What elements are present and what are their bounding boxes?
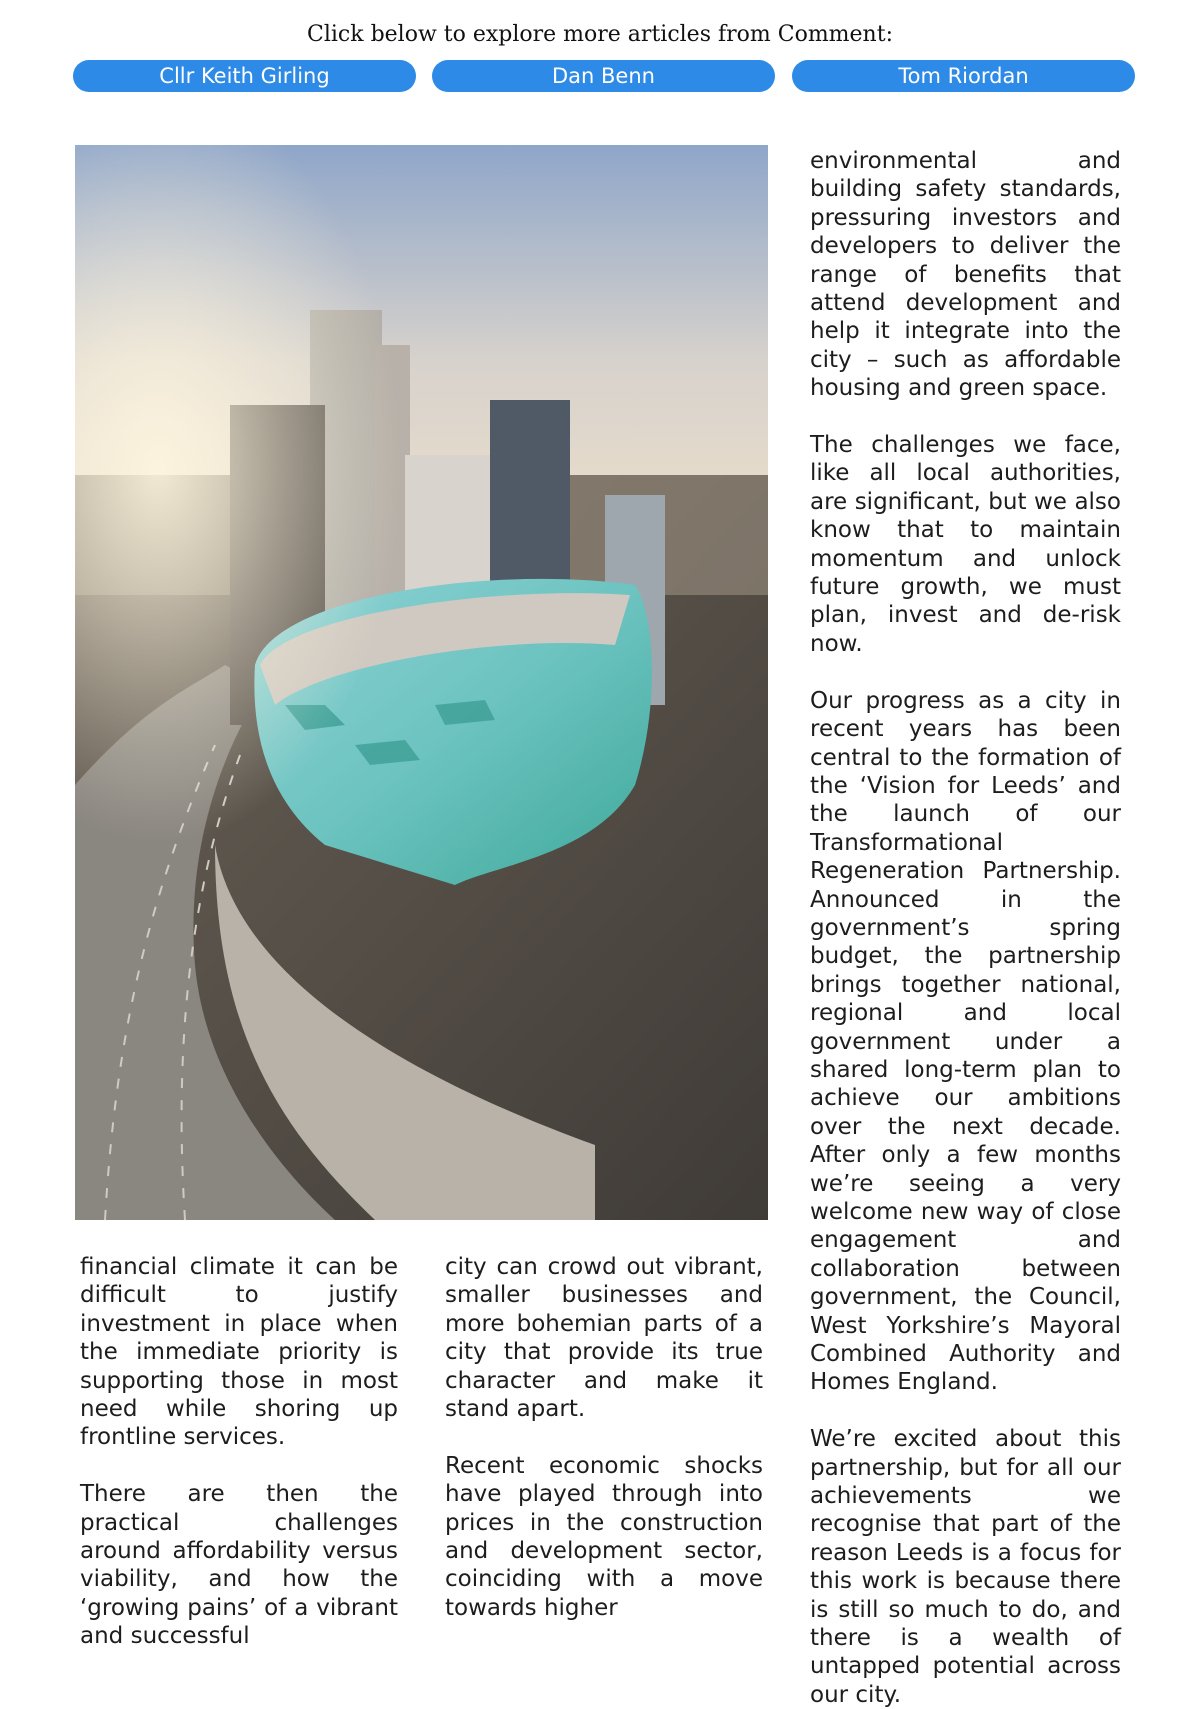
arena-aerial-photo [75,145,768,1220]
article-column-left [80,1253,398,1651]
paragraph: The challenges we face, like all local authorities, are significant, but we also know that to maintain momentum and unlock future growth, we must plan, invest and de-risk now. [810,432,1121,657]
paragraph: There are then the practical challenges around affordability versus viability, and how the ‘growing pains’ of a vibrant and successful [80,1481,398,1650]
author-button-tom-riordan[interactable]: Tom Riordan [792,60,1135,92]
paragraph: financial climate it can be difficult to justify investment in place when the immediate priority is supporting those in most need while shoring up frontline services. [80,1254,398,1451]
paragraph: We’re excited about this partnership, but for all our achievements we recognise that part of the reason Leeds is a focus for this work is because there is still so much to do, and there is a wealth of untapped potential across our city. [810,1426,1121,1708]
author-button-keith-girling[interactable]: Cllr Keith Girling [73,60,416,92]
article-column-right [810,147,1121,1709]
paragraph: city can crowd out vibrant, smaller businesses and more bohemian parts of a city that provide its true character and make it stand apart. [445,1254,763,1423]
article-column-middle [445,1253,763,1622]
paragraph: Our progress as a city in recent years has been central to the formation of the ‘Vision for Leeds’ and the launch of our Transformational Regeneration Partnership. Announced in the government’s spring budget, the partnership brings together national, regional and local government under a shared long-term plan to achieve our ambitions over the next decade. After only a few months we’re seeing a very welcome new way of close engagement and collaboration between government, the Council, West Yorkshire’s Mayoral Combined Authority and Homes England. [810,687,1121,1396]
author-button-dan-benn[interactable]: Dan Benn [432,60,775,92]
photo-illustration [75,145,768,1220]
paragraph: Recent economic shocks have played through into prices in the construction and development sector, coinciding with a move towards higher [445,1452,763,1621]
nav-heading: Click below to explore more articles from Comment: [307,22,893,47]
paragraph: environmental and building safety standards, pressuring investors and developers to deliver the range of benefits that attend development and help it integrate into the city – such as affordable housing and green space. [810,148,1121,402]
